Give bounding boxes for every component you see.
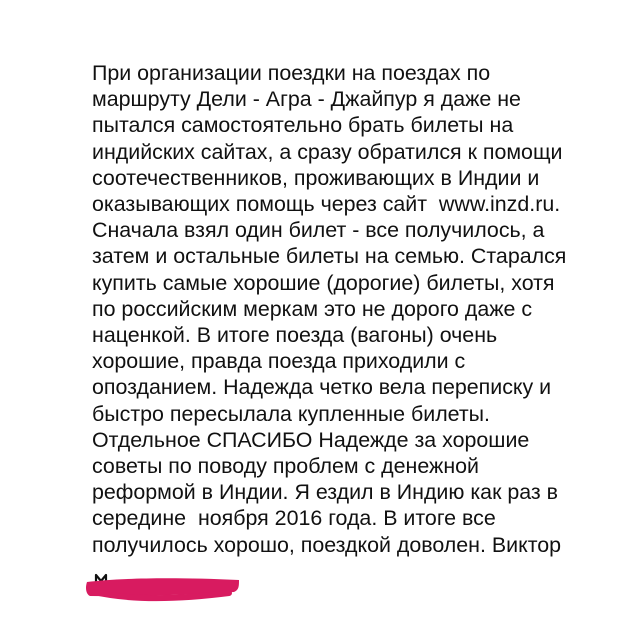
redaction-mark <box>84 566 244 606</box>
text-line: купить самые хорошие (дорогие) билеты, хотя <box>92 270 555 295</box>
review-text <box>92 60 612 558</box>
text-line: Отдельное СПАСИБО Надежде за хорошие <box>92 427 530 452</box>
text-line: затем и остальные билеты на семью. Старался <box>92 244 567 269</box>
text-line: маршруту Дели - Агра - Джайпур я даже не <box>92 87 521 112</box>
text-line: советы по поводу проблем с денежной <box>92 454 479 479</box>
text-line: реформой в Индии. Я ездил в Индию как раз в <box>92 480 559 505</box>
text-line: получилось хорошо, поездкой доволен. Виктор <box>92 532 562 557</box>
text-line: по российским меркам это не дорого даже с <box>92 296 533 321</box>
text-line: индийских сайтах, а сразу обратился к помощи <box>92 139 563 164</box>
text-line: оказывающих помощь через сайт www.inzd.ru. <box>92 192 561 217</box>
text-line: наценкой. В итоге поезда (вагоны) очень <box>92 323 498 348</box>
text-line: Сначала взял один билет - все получилось, а <box>92 218 545 243</box>
text-line: опозданием. Надежда четко вела переписку и <box>92 375 552 400</box>
text-line: При организации поездки на поездах по <box>92 61 491 85</box>
text-line: соотечественников, проживающих в Индии и <box>92 165 540 190</box>
text-line: пытался самостоятельно брать билеты на <box>92 113 514 138</box>
text-line: быстро пересылала купленные билеты. <box>92 401 490 426</box>
text-line: хорошие, правда поезда приходили с <box>92 349 466 374</box>
text-line: середине ноября 2016 года. В итоге все <box>92 506 496 531</box>
